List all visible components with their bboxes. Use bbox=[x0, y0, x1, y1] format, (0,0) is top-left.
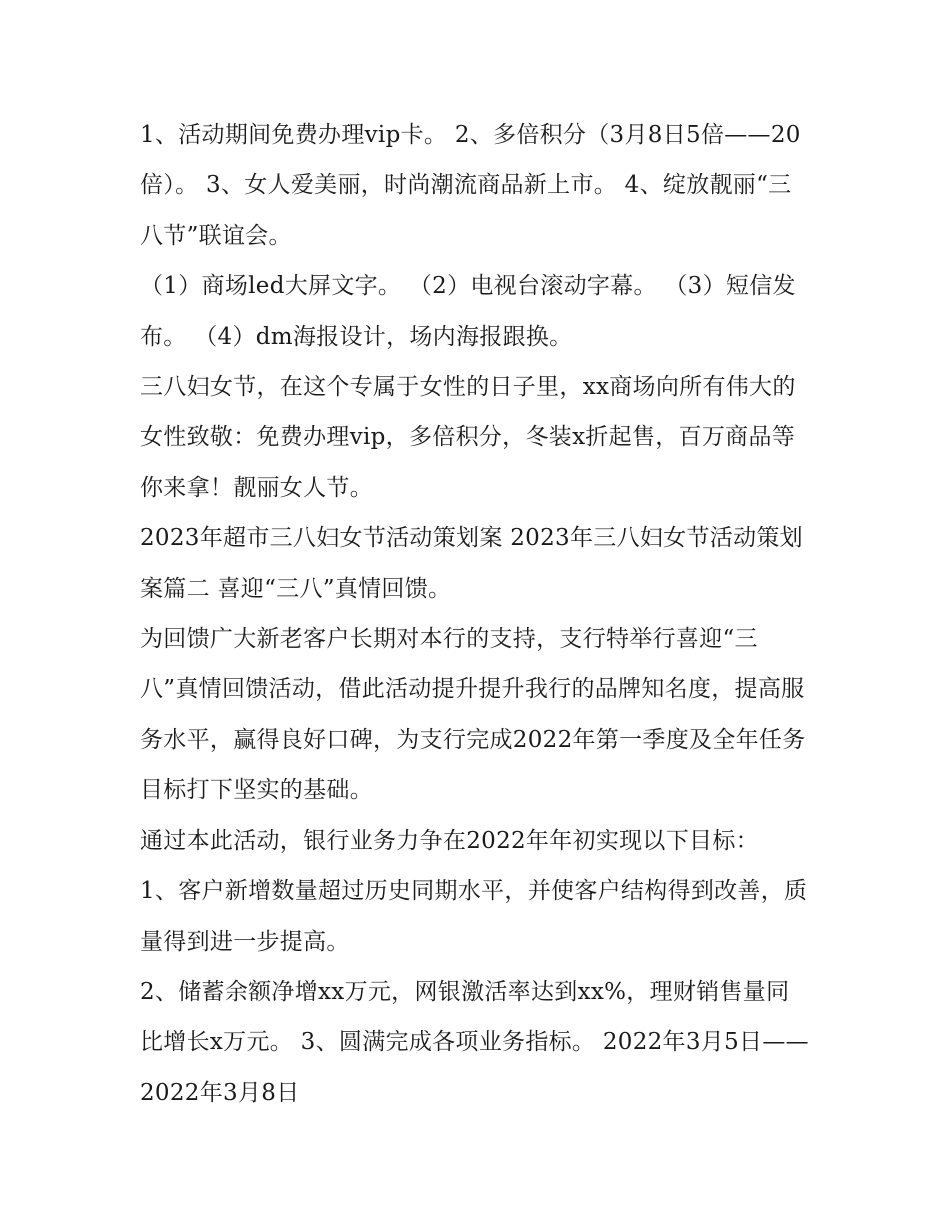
paragraph-purpose: 为回馈广大新老客户长期对本行的支持，支行特举行喜迎“三八”真情回馈活动，借此活动提升提升我行的品牌知名度，提高服务水平，赢得良好口碑，为支行完成2022年第一季度及全年任务目标打下坚实的基础。 bbox=[140, 626, 806, 804]
paragraph-promotion-channels: （1）商场led大屏文字。 （2）电视台滚动字幕。 （3）短信发布。 （4）dm海报设计，场内海报跟换。 bbox=[140, 273, 796, 350]
paragraph-activities: 1、活动期间免费办理vip卡。 2、多倍积分（3月8日5倍——20倍）。 3、女人爱美丽，时尚潮流商品新上市。 4、绽放靓丽“三八节”联谊会。 bbox=[140, 122, 801, 249]
paragraph-goal-2-3-dates: 2、储蓄余额净增xx万元，网银激活率达到xx%，理财销售量同比增长x万元。 3、圆满完成各项业务指标。 2022年3月5日——2022年3月8日 bbox=[140, 978, 809, 1106]
paragraph-goal-1: 1、客户新增数量超过历史同期水平，并使客户结构得到改善，质量得到进一步提高。 bbox=[140, 878, 808, 955]
document-body bbox=[140, 110, 812, 1118]
paragraph-slogan: 三八妇女节，在这个专属于女性的日子里，xx商场向所有伟大的女性致敬：免费办理vip，多倍积分，冬装x折起售，百万商品等你来拿！靓丽女人节。 bbox=[140, 374, 796, 501]
paragraph-goals-intro: 通过本此活动，银行业务力争在2022年年初实现以下目标： bbox=[140, 827, 759, 854]
paragraph-plan-title: 2023年超市三八妇女节活动策划案 2023年三八妇女节活动策划案篇二 喜迎“三八”真情回馈。 bbox=[140, 525, 803, 602]
